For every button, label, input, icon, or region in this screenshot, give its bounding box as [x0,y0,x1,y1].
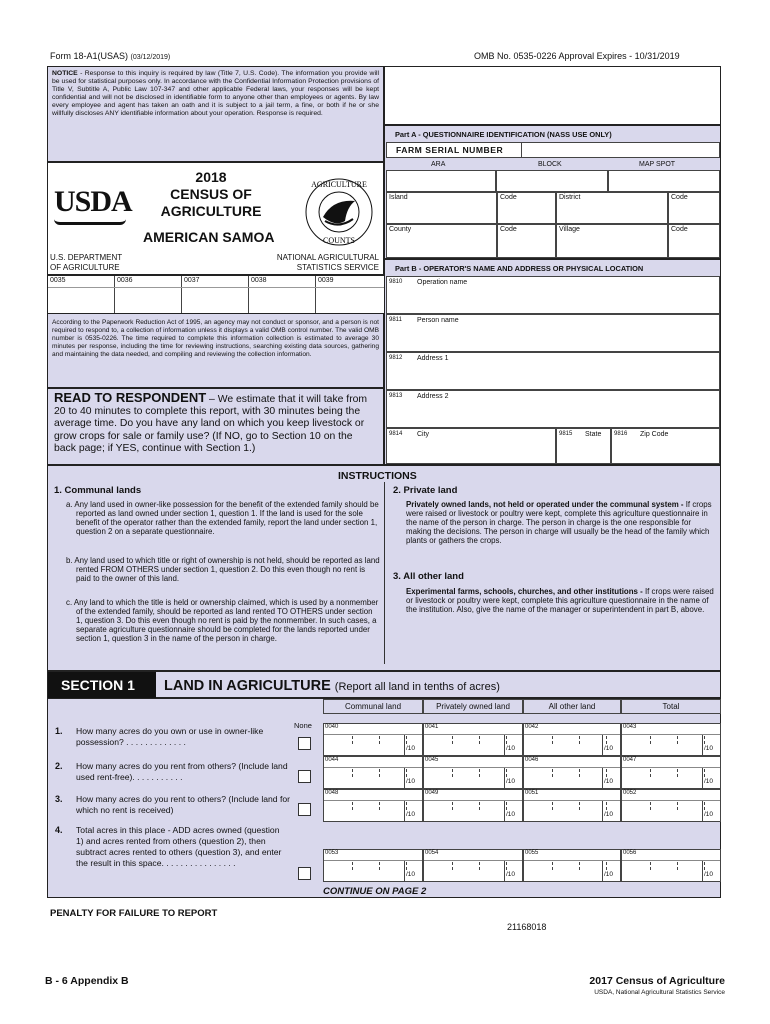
digit-separator [650,862,651,870]
question-number: 3. [55,794,63,804]
code-label: 0039 [318,277,334,284]
state-label: State [585,431,602,438]
usda-logo-swoosh [54,219,126,225]
tenths-label: /10 [704,778,714,785]
item-code: 0055 [525,850,539,856]
digit-separator [506,769,507,777]
decimal-divider [504,735,505,756]
question-number: 4. [55,825,63,835]
city-label: City [417,431,430,438]
digit-separator [379,736,380,744]
digit-separator [352,736,353,744]
decimal-divider [504,801,505,822]
digit-separator [452,769,453,777]
digit-separator [650,769,651,777]
county-label: County [389,226,412,233]
private-land-body: If crops were raised or livestock or poultry were kept, complete this agriculture questionnaire in the name of the person in charge. The person in charge is the one responsible for making the decisions. The person in charge will usually be the head of the family which plants or gathers the crops. [406,500,712,546]
tenths-label: /10 [406,778,416,785]
digit-separator [704,769,705,777]
item-code: 0046 [525,757,539,763]
item-code: 9816 [614,431,628,437]
acres-field[interactable] [423,756,523,789]
digit-separator [704,736,705,744]
notice-text [52,70,379,119]
digit-separator [704,862,705,870]
section1-subtitle: (Report all land in tenths of acres) [334,681,500,693]
field-divider [424,860,522,861]
other-land-bold: Experimental farms, schools, churches, and other institutions - [406,587,643,596]
acres-field[interactable] [621,849,721,882]
acres-field[interactable] [423,723,523,756]
agriculture-counts-seal [303,177,375,247]
field-divider [622,860,720,861]
item-code: 0041 [425,724,439,730]
city-field[interactable] [386,428,556,464]
address2-label: Address 2 [417,393,449,400]
item-code: 0049 [425,790,439,796]
communal-item-b: b. Any land used to which title or right of ownership is not held, should be reported as land rented FROM OTHERS under section 1, question 2. Do this even though no rent is paid to the owner of this land. [66,556,380,584]
field-divider [424,800,522,801]
field-divider [324,800,422,801]
tenths-label: /10 [506,871,516,878]
block-field[interactable] [496,170,608,192]
digit-separator [579,736,580,744]
digit-separator [352,802,353,810]
question-text: Total acres in this place - ADD acres owned (question 1) and acres rented from others (question 2), then subtract acres rented to others (question 3), and enter the result in this space. . . . . . . . . . . . . . . . [76,825,282,868]
acres-field[interactable] [523,849,621,882]
tenths-label: /10 [604,811,614,818]
ara-field[interactable] [386,170,496,192]
digit-separator [352,862,353,870]
none-checkbox[interactable] [298,770,311,783]
question-text: How many acres do you rent from others? (Include land used rent-free). . . . . . . . . . . [76,761,288,782]
part-b-title: Part B - OPERATOR'S NAME AND ADDRESS OR PHYSICAL LOCATION [395,264,644,273]
item-code: 0053 [325,850,339,856]
field-divider [524,767,620,768]
decimal-divider [404,861,405,882]
form-number: Form 18-A1(USAS) [50,51,129,61]
zip-label: Zip Code [640,431,669,438]
department-right [277,253,379,273]
agriculture-label: AGRICULTURE [160,203,262,219]
digit-separator [452,862,453,870]
paperwork-panel [47,313,384,388]
seal-text-top: AGRICULTURE [311,180,367,189]
field-divider [424,767,522,768]
label-area [384,66,721,125]
digit-separator [677,769,678,777]
decimal-divider [504,768,505,789]
item-code: 9812 [389,355,403,361]
tenths-label: /10 [604,871,614,878]
acres-field[interactable] [423,789,523,822]
digit-separator [479,769,480,777]
code-label: Code [500,226,517,233]
item-code: 0052 [623,790,637,796]
question-text: How many acres do you rent to others? (Include land for which no rent is received) [76,794,291,815]
digit-separator [479,736,480,744]
none-label: None [294,721,312,730]
question-number: 2. [55,761,63,771]
other-land-text [406,587,716,614]
section1-title-bold: LAND IN AGRICULTURE [164,678,331,694]
address1-field[interactable] [386,352,720,390]
question-text: How many acres do you own or use in owner-like possession? . . . . . . . . . . . . . [76,726,264,747]
read-to-respondent-panel [47,388,384,465]
island-code-field[interactable] [497,192,556,224]
field-divider [524,800,620,801]
tenths-label: /10 [506,778,516,785]
part-b-panel [384,259,721,465]
map-spot-field[interactable] [608,170,720,192]
digit-separator [677,862,678,870]
item-code: 0043 [623,724,637,730]
item-code: 0040 [325,724,339,730]
usda-logo-text: USDA [54,185,132,218]
decimal-divider [702,735,703,756]
digit-separator [379,769,380,777]
acres-field[interactable] [323,723,423,756]
tenths-label: /10 [406,871,416,878]
state-field[interactable] [556,428,611,464]
item-code: 0042 [525,724,539,730]
digit-separator [552,769,553,777]
digit-separator [506,802,507,810]
instructions-panel [47,465,721,671]
digit-separator [406,802,407,810]
digit-separator [606,769,607,777]
tenths-label: /10 [406,745,416,752]
census-label: CENSUS OF [170,186,252,202]
digit-separator [677,802,678,810]
none-checkbox[interactable] [298,867,311,880]
private-land-text [406,500,716,545]
tenths-label: /10 [704,871,714,878]
tenths-label: /10 [604,745,614,752]
item-code: 9815 [559,431,573,437]
field-divider [524,734,620,735]
acres-field[interactable] [621,789,721,822]
field-divider [324,734,422,735]
section1-title [164,678,500,694]
code-label: Code [500,194,517,201]
notice-panel [47,66,384,162]
county-code-field[interactable] [497,224,556,258]
column-divider [384,482,385,664]
office-code-0035[interactable] [48,276,115,313]
digit-separator [677,736,678,744]
decimal-divider [602,768,603,789]
decimal-divider [602,735,603,756]
village-label: Village [559,226,580,233]
part-a-title: Part A - QUESTIONNAIRE IDENTIFICATION (NASS USE ONLY) [395,130,612,139]
field-divider [324,767,422,768]
read-to-respondent-text [54,392,377,455]
appendix-label: B - 6 Appendix B [45,975,129,987]
acres-field[interactable] [323,756,423,789]
digit-separator [552,802,553,810]
county-field[interactable] [386,224,497,258]
dept-right-line2: STATISTICS SERVICE [296,263,379,272]
map-spot-label: MAP SPOT [639,161,676,168]
village-field[interactable] [556,224,668,258]
digit-separator [579,802,580,810]
digit-separator [406,736,407,744]
decimal-divider [404,801,405,822]
item-code: 0048 [325,790,339,796]
census-title [156,169,266,220]
private-land-heading: 2. Private land [393,485,458,496]
office-codes-row [47,275,384,313]
form-id [50,51,170,61]
department-left [50,253,122,273]
tenths-label: /10 [506,745,516,752]
acres-field[interactable] [323,849,423,882]
operation-name-label: Operation name [417,279,468,286]
operation-name-field[interactable] [386,276,720,314]
zip-field[interactable] [611,428,720,464]
office-code-0039[interactable] [316,276,384,313]
communal-item-c: c. Any land to which the title is held or ownership claimed, which is used by a nonmember of the extended family, should be reported as land rented TO OTHERS under section 1, question 3. Do this even though no rent is paid by the nonmember. In such cases, a separate agriculture questionnaire should be completed for the lands reported under section 1, question 3 in the name of the person in charge. [66,598,379,644]
tenths-label: /10 [604,778,614,785]
item-code: 0045 [425,757,439,763]
farm-serial-label: FARM SERIAL NUMBER [396,145,504,155]
digit-separator [650,802,651,810]
digit-separator [479,862,480,870]
acres-field[interactable] [621,756,721,789]
decimal-divider [404,735,405,756]
code-entry-strip [48,287,384,288]
divider [521,143,522,158]
office-code-0038[interactable] [249,276,316,313]
field-divider [622,767,720,768]
digit-separator [606,736,607,744]
question-number: 1. [55,726,63,736]
decimal-divider [602,861,603,882]
census-year: 2018 [195,169,227,185]
none-checkbox[interactable] [298,737,311,750]
district-field[interactable] [556,192,668,224]
digit-separator [379,802,380,810]
none-checkbox[interactable] [298,803,311,816]
col-other: All other land [523,699,621,714]
digit-separator [606,862,607,870]
digit-separator [406,862,407,870]
item-code: 9810 [389,279,403,285]
part-a-panel [384,125,721,259]
other-land-heading: 3. All other land [393,571,464,582]
code-label: 0038 [251,277,267,284]
acres-field[interactable] [621,723,721,756]
digit-separator [506,736,507,744]
digit-separator [452,802,453,810]
village-code-field[interactable] [668,224,720,258]
farm-serial-field[interactable] [386,142,720,158]
dept-left-line1: U.S. DEPARTMENT [50,253,123,262]
col-total: Total [621,699,721,714]
section1-header [47,671,721,698]
acres-field[interactable] [323,789,423,822]
territory-title: AMERICAN SAMOA [143,229,275,245]
address1-label: Address 1 [417,355,449,362]
acres-field[interactable] [423,849,523,882]
island-label: Island [389,194,408,201]
decimal-divider [404,768,405,789]
paperwork-text: According to the Paperwork Reduction Act of 1995, an agency may not conduct or sponsor, and a person is not required to respond to, a collection of information unless it displays a valid OMB control number. The valid OMB number is 0535-0226. The time required to complete this information collection is estimated to average 30 minutes per response, including the time for reviewing instructions, searching existing data sources, gathering and maintaining the data needed, and compiling and reviewing the collection information. [52,319,379,358]
field-divider [424,734,522,735]
item-code: 0044 [325,757,339,763]
seal-icon [303,177,375,247]
column-header-row [323,699,721,714]
digit-separator [352,769,353,777]
barcode-number: 21168018 [507,922,547,932]
item-code: 0054 [425,850,439,856]
person-name-field[interactable] [386,314,720,352]
private-land-bold: Privately owned lands, not held or operated under the communal system - [406,500,684,509]
field-divider [622,734,720,735]
title-block [47,162,384,275]
digit-separator [650,736,651,744]
ara-label: ARA [431,161,446,168]
digit-separator [552,862,553,870]
decimal-divider [702,861,703,882]
decimal-divider [504,861,505,882]
form-date: (03/12/2019) [130,54,171,61]
section1-body [47,698,721,898]
address2-field[interactable] [386,390,720,428]
penalty-label: PENALTY FOR FAILURE TO REPORT [50,908,218,919]
decimal-divider [702,768,703,789]
code-label: Code [671,226,688,233]
digit-separator [479,802,480,810]
code-label: 0037 [184,277,200,284]
tenths-label: /10 [406,811,416,818]
code-label: 0036 [117,277,133,284]
dept-right-line1: NATIONAL AGRICULTURAL [276,253,379,262]
island-field[interactable] [386,192,497,224]
acres-field[interactable] [523,756,621,789]
col-communal: Communal land [323,699,423,714]
continue-label: CONTINUE ON PAGE 2 [323,886,427,897]
digit-separator [579,769,580,777]
tenths-label: /10 [704,811,714,818]
field-divider [622,800,720,801]
office-code-0037[interactable] [182,276,249,313]
field-divider [524,860,620,861]
digit-separator [606,802,607,810]
item-code: 0047 [623,757,637,763]
seal-text-bottom: COUNTS [322,236,356,245]
section1-badge: SECTION 1 [48,672,156,698]
usda-logo [54,185,132,225]
decimal-divider [702,801,703,822]
acres-field[interactable] [523,789,621,822]
person-name-label: Person name [417,317,459,324]
instructions-title: INSTRUCTIONS [338,470,417,482]
digit-separator [452,736,453,744]
digit-separator [704,802,705,810]
other-land-body: If crops were raised or livestock or poultry were kept, complete this agriculture questionnaire in the name of the institution. Also, give the name of the manager or superintendent in part B, above. [406,587,714,615]
tenths-label: /10 [506,811,516,818]
item-code: 9811 [389,317,402,323]
digit-separator [406,769,407,777]
census-year-label: 2017 Census of Agriculture [589,975,725,987]
dept-left-line2: OF AGRICULTURE [50,263,120,272]
read-body: – We estimate that it will take from 20 to 40 minutes to complete this report, with 30 minutes being the average time. Do you have any land on which you keep livestock or grow crops for sale or family use? (If NO, go to Section 10 on the back page; if YES, continue with Section 1.) [54,394,368,454]
item-code: 0056 [623,850,637,856]
tenths-label: /10 [704,745,714,752]
digit-separator [579,862,580,870]
field-divider [324,860,422,861]
decimal-divider [602,801,603,822]
district-code-field[interactable] [668,192,720,224]
digit-separator [506,862,507,870]
col-private: Privately owned land [423,699,523,714]
item-code: 0051 [525,790,539,796]
omb-approval: OMB No. 0535-0226 Approval Expires - 10/31/2019 [474,51,680,61]
item-code: 9813 [389,393,403,399]
read-title: READ TO RESPONDENT [54,390,207,405]
office-code-0036[interactable] [115,276,182,313]
notice-title: NOTICE [52,70,78,77]
communal-item-a: a. Any land used in owner-like possession for the benefit of the extended family should be reported as land owned under section 1, question 1. If the land is used for the sole benefit of the operator rather than the extended family, report the land under section 1, question 2 on a separate questionnaire. [66,500,379,537]
notice-body: - Response to this inquiry is required by law (Title 7, U.S. Code). The information you provide will be used for statistical purposes only. In accordance with the Confidential Information Protection provisions of Title V, Subtitle A, Public Law 107-347 and other applicable Federal laws, your responses will be kept confidential and will not be disclosed in identifiable form to anyone other than employees or agents. By law every employee and agent has taken an oath and it is subject to a jail term, a fine, or both if he or she willfully discloses ANY identifiable information about your operation. Response is required. [52,70,379,118]
block-label: BLOCK [538,161,562,168]
district-label: District [559,194,581,201]
digit-separator [552,736,553,744]
code-label: 0035 [50,277,66,284]
item-code: 9814 [389,431,403,437]
communal-lands-heading: 1. Communal lands [54,485,142,496]
nass-label: USDA, National Agricultural Statistics Service [594,989,725,996]
acres-field[interactable] [523,723,621,756]
digit-separator [379,862,380,870]
code-label: Code [671,194,688,201]
